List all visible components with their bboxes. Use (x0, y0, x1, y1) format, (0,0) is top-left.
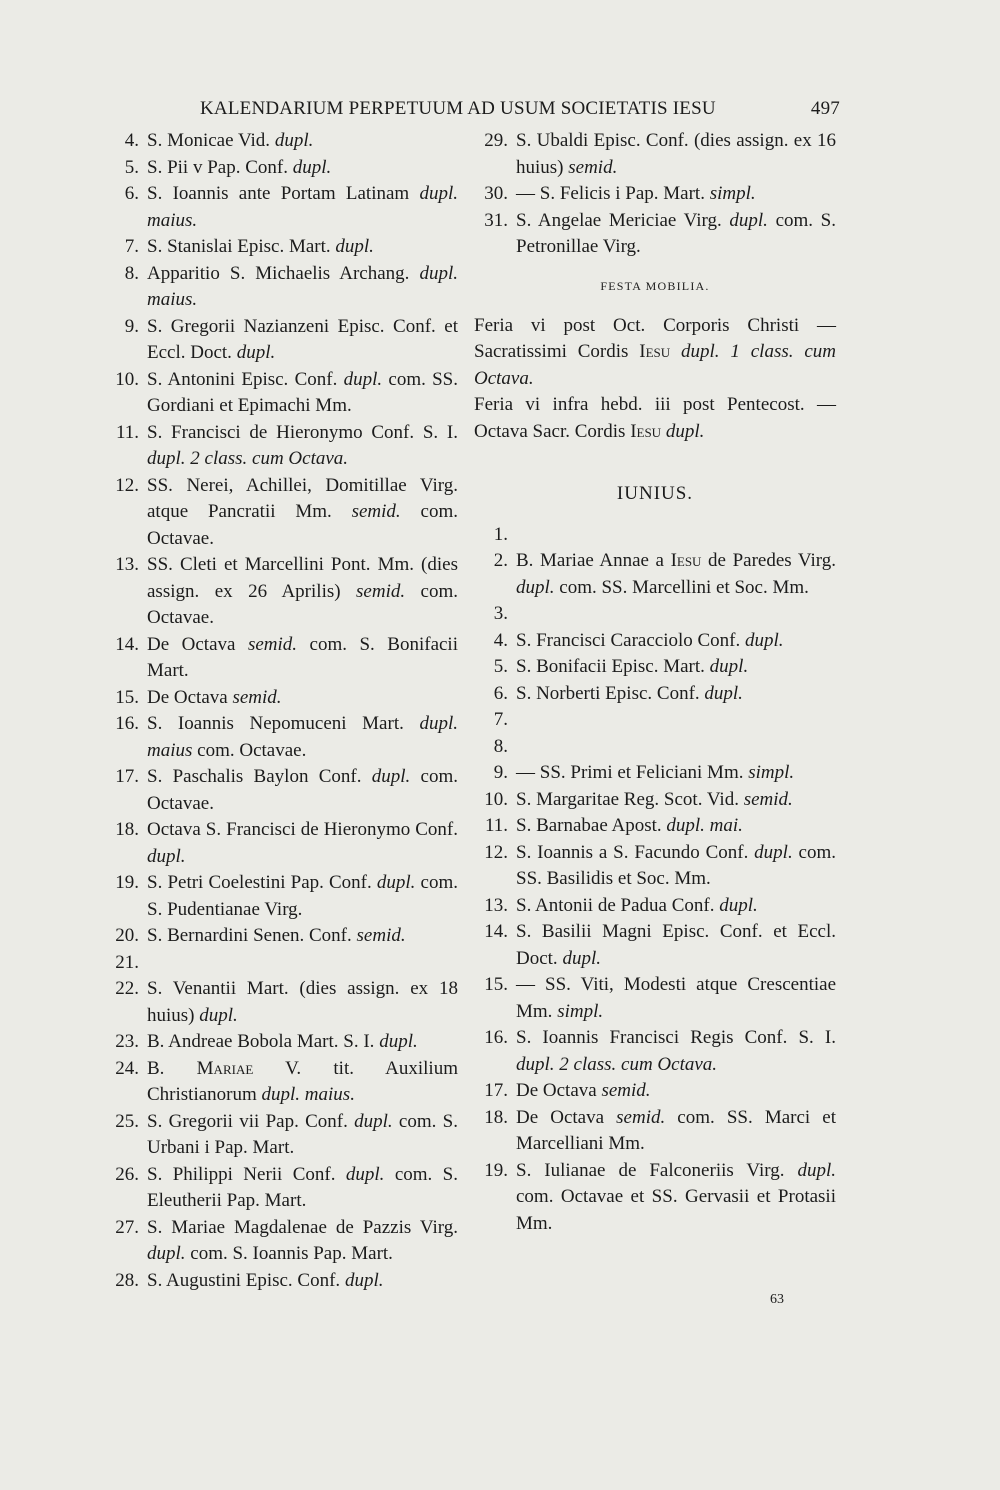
day-number: 16. (115, 713, 139, 734)
day-number: 30. (484, 183, 508, 204)
movable-feast-entry: Feria vi post Oct. Corporis Christi — Sacratissimi Cordis Iesu dupl. 1 class. cum Octava. (474, 314, 837, 389)
calendar-entry (474, 840, 836, 893)
calendar-entry (474, 654, 836, 681)
calendar-entry (474, 1158, 836, 1238)
calendar-entry (474, 208, 836, 261)
entry-text: S. Paschalis Baylon Conf. dupl. com. Octavae. (147, 766, 458, 814)
page-number: 497 (810, 98, 840, 119)
entry-text: S. Stanislai Episc. Mart. dupl. (147, 236, 374, 257)
entry-text: S. Antonini Episc. Conf. dupl. com. SS. Gordiani et Epimachi Mm. (147, 368, 458, 416)
entry-text: S. Ubaldi Episc. Conf. (dies assign. ex 16 huius) semid. (516, 130, 836, 178)
day-number: 20. (115, 925, 139, 946)
calendar-entry (474, 893, 836, 920)
right-column (474, 128, 836, 1237)
calendar-entry (474, 128, 836, 181)
day-number: 9. (124, 315, 139, 337)
entry-text: Apparitio S. Michaelis Archang. dupl. maius. (147, 262, 458, 310)
calendar-entry (474, 181, 836, 208)
calendar-entry (105, 632, 458, 685)
calendar-entry (105, 976, 458, 1029)
day-number: 10. (115, 368, 139, 390)
calendar-entry (105, 552, 458, 632)
entry-text: S. Bonifacii Episc. Mart. dupl. (516, 656, 749, 677)
calendar-entry (105, 1215, 458, 1268)
entry-text: S. Ioannis a S. Facundo Conf. dupl. com. SS. Basilidis et Soc. Mm. (516, 841, 836, 889)
entry-text: S. Petri Coelestini Pap. Conf. dupl. com. S. Pudentianae Virg. (147, 872, 458, 920)
day-number: 12. (115, 474, 139, 496)
entry-text: S. Augustini Episc. Conf. dupl. (147, 1269, 384, 1291)
left-column (105, 128, 458, 1294)
day-number: 4. (493, 629, 508, 651)
may-end-entries (474, 128, 836, 261)
calendar-entry (105, 314, 458, 367)
entry-text: S. Angelae Mericiae Virg. dupl. com. S. Petronillae Virg. (516, 209, 836, 257)
day-number: 6. (124, 183, 139, 204)
entry-text: S. Basilii Magni Episc. Conf. et Eccl. Doct. dupl. (516, 921, 836, 969)
calendar-entry (105, 420, 458, 473)
day-number: 13. (484, 894, 508, 916)
calendar-entry (105, 817, 458, 870)
entry-text: S. Venantii Mart. (dies assign. ex 18 huius) dupl. (147, 978, 458, 1026)
calendar-entry (105, 1056, 458, 1109)
calendar-entry (474, 601, 836, 628)
calendar-entry (105, 128, 458, 155)
calendar-entry (474, 813, 836, 840)
entry-text: De Octava semid. com. SS. Marci et Marcelliani Mm. (516, 1106, 836, 1154)
day-number: 15. (484, 974, 508, 995)
day-number: 17. (115, 766, 139, 787)
calendar-entry (474, 1025, 836, 1078)
calendar-entry (105, 950, 458, 977)
movable-feast-entry: Feria vi infra hebd. iii post Pentecost. — Octava Sacr. Cordis Iesu dupl. (474, 394, 836, 442)
calendar-entry (105, 1162, 458, 1215)
entry-text: — S. Felicis i Pap. Mart. simpl. (516, 183, 756, 204)
entry-text: S. Francisci Caracciolo Conf. dupl. (516, 629, 784, 651)
entry-text: S. Ioannis Francisci Regis Conf. S. I. dupl. 2 class. cum Octava. (516, 1027, 836, 1075)
entry-text: B. Mariae V. tit. Auxilium Christianorum dupl. maius. (147, 1057, 458, 1105)
calendar-entry (474, 760, 836, 787)
entry-text: S. Monicae Vid. dupl. (147, 130, 314, 151)
day-number: 4. (124, 130, 139, 151)
day-number: 17. (484, 1080, 508, 1101)
entry-text: B. Mariae Annae a Iesu de Paredes Virg. dupl. com. SS. Marcellini et Soc. Mm. (516, 550, 836, 598)
day-number: 13. (115, 554, 139, 575)
calendar-entry (105, 1268, 458, 1295)
calendar-entry (105, 711, 458, 764)
entry-text: — SS. Primi et Feliciani Mm. simpl. (516, 762, 795, 783)
day-number: 11. (484, 815, 508, 836)
entry-text: S. Margaritae Reg. Scot. Vid. semid. (516, 788, 793, 810)
day-number: 21. (115, 951, 139, 973)
day-number: 26. (115, 1163, 139, 1185)
day-number: 6. (493, 682, 508, 704)
entry-text (516, 707, 836, 734)
day-number: 31. (484, 209, 508, 231)
entry-text: S. Bernardini Senen. Conf. semid. (147, 925, 406, 946)
day-number: 25. (115, 1110, 139, 1132)
entry-text: B. Andreae Bobola Mart. S. I. dupl. (147, 1031, 418, 1052)
calendar-entry (474, 734, 836, 761)
calendar-entry (474, 628, 836, 655)
page-header (200, 98, 840, 124)
entry-text: De Octava semid. (516, 1080, 651, 1101)
day-number: 29. (484, 130, 508, 151)
day-number: 9. (493, 762, 508, 783)
calendar-entry (474, 707, 836, 734)
calendar-entry (474, 919, 836, 972)
signature-mark: 63 (770, 1292, 784, 1307)
entry-text: SS. Cleti et Marcellini Pont. Mm. (dies assign. ex 26 Aprilis) semid. com. Octavae. (147, 554, 458, 628)
calendar-entry (105, 261, 458, 314)
calendar-entry (105, 181, 458, 234)
entry-text: De Octava semid. (147, 686, 282, 708)
calendar-entry (105, 367, 458, 420)
entry-text: S. Gregorii Nazianzeni Episc. Conf. et Eccl. Doct. dupl. (147, 315, 458, 363)
entry-text: SS. Nerei, Achillei, Domitillae Virg. atque Pancratii Mm. semid. com. Octavae. (147, 474, 458, 549)
day-number: 27. (115, 1216, 139, 1238)
entry-text: S. Antonii de Padua Conf. dupl. (516, 894, 758, 916)
entry-text: S. Gregorii vii Pap. Conf. dupl. com. S. Urbani i Pap. Mart. (147, 1110, 458, 1158)
calendar-entry (105, 234, 458, 261)
day-number: 10. (484, 788, 508, 810)
entry-text (147, 950, 458, 977)
calendar-entry (105, 764, 458, 817)
entry-text: S. Pii v Pap. Conf. dupl. (147, 156, 332, 178)
entry-text: — SS. Viti, Modesti atque Crescentiae Mm. simpl. (516, 974, 836, 1022)
entry-text (516, 601, 836, 628)
day-number: 15. (115, 686, 139, 708)
entry-text: S. Mariae Magdalenae de Pazzis Virg. dupl. com. S. Ioannis Pap. Mart. (147, 1216, 458, 1264)
day-number: 2. (493, 550, 508, 571)
day-number: 22. (115, 978, 139, 999)
entry-text: S. Norberti Episc. Conf. dupl. (516, 682, 743, 704)
calendar-entry (105, 870, 458, 923)
entry-text: S. Philippi Nerii Conf. dupl. com. S. Eleutherii Pap. Mart. (147, 1163, 458, 1211)
running-title: KALENDARIUM PERPETUUM AD USUM SOCIETATIS IESU (200, 98, 716, 119)
calendar-entry (105, 473, 458, 553)
calendar-entry (105, 1029, 458, 1056)
entry-text: S. Ioannis ante Portam Latinam dupl. maius. (147, 183, 458, 231)
day-number: 18. (115, 819, 139, 840)
entry-text: Octava S. Francisci de Hieronymo Conf. dupl. (147, 819, 458, 867)
entry-text: De Octava semid. com. S. Bonifacii Mart. (147, 633, 458, 681)
day-number: 7. (124, 236, 139, 257)
festa-mobilia-list (474, 313, 836, 446)
calendar-entry (105, 685, 458, 712)
day-number: 8. (493, 735, 508, 757)
day-number: 8. (124, 262, 139, 284)
day-number: 5. (493, 656, 508, 677)
june-heading: IUNIUS. (616, 483, 694, 504)
calendar-entry (474, 1078, 836, 1105)
festa-mobilia-heading: FESTA MOBILIA. (600, 278, 710, 293)
entry-text: S. Francisci de Hieronymo Conf. S. I. dupl. 2 class. cum Octava. (147, 421, 458, 469)
entry-text: S. Barnabae Apost. dupl. mai. (516, 815, 743, 836)
entry-text: S. Ioannis Nepomuceni Mart. dupl. maius com. Octavae. (147, 713, 458, 761)
calendar-entry (474, 1105, 836, 1158)
entry-text (516, 522, 836, 549)
calendar-entry (105, 923, 458, 950)
june-list (474, 522, 836, 1238)
day-number: 14. (115, 633, 139, 655)
day-number: 5. (124, 156, 139, 178)
calendar-entry (474, 548, 836, 601)
calendar-entry (474, 787, 836, 814)
day-number: 28. (115, 1269, 139, 1291)
day-number: 3. (493, 603, 508, 624)
calendar-entry (474, 972, 836, 1025)
day-number: 23. (115, 1031, 139, 1052)
day-number: 11. (115, 421, 139, 443)
day-number: 19. (484, 1159, 508, 1181)
day-number: 18. (484, 1106, 508, 1128)
entry-text: S. Iulianae de Falconeriis Virg. dupl. com. Octavae et SS. Gervasii et Protasii Mm. (516, 1159, 836, 1234)
calendar-entry (474, 681, 836, 708)
day-number: 16. (484, 1027, 508, 1048)
calendar-entry (474, 522, 836, 549)
day-number: 12. (484, 841, 508, 863)
calendar-entry (105, 155, 458, 182)
entry-text (516, 734, 836, 761)
day-number: 1. (493, 523, 508, 545)
day-number: 19. (115, 872, 139, 893)
calendar-entry (105, 1109, 458, 1162)
day-number: 24. (115, 1057, 139, 1079)
day-number: 14. (484, 921, 508, 942)
day-number: 7. (493, 709, 508, 730)
